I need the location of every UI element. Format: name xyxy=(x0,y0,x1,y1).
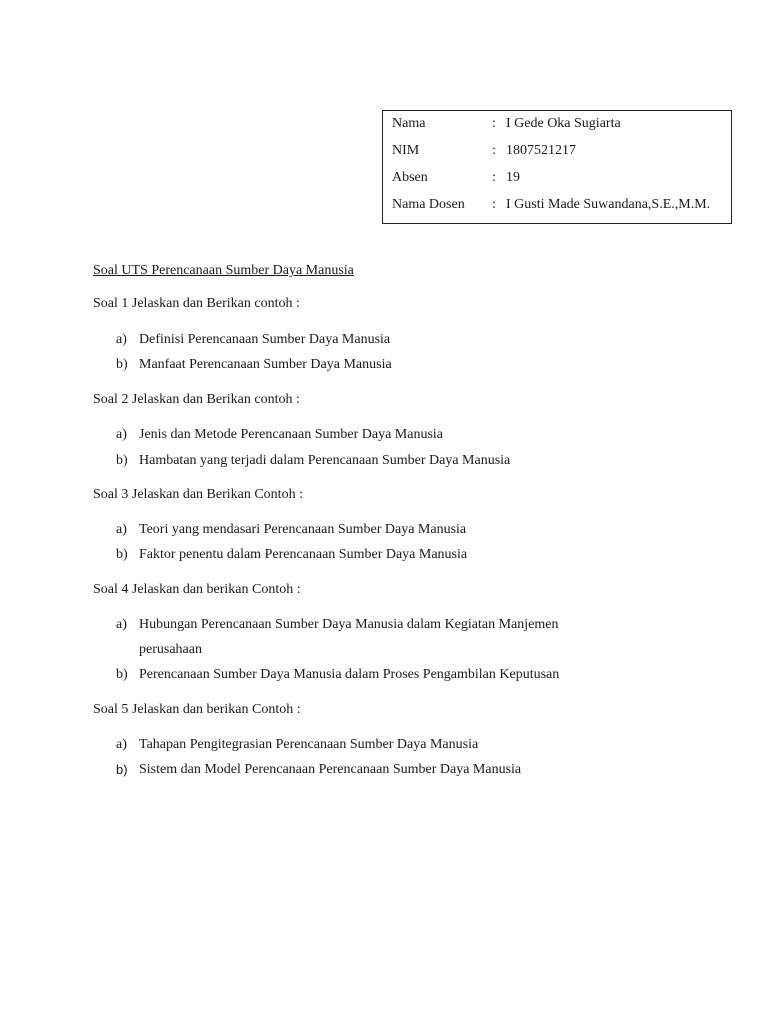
student-info-box xyxy=(382,110,732,224)
list-item-text: Perencanaan Sumber Daya Manusia dalam Proses Pengambilan Keputusan xyxy=(139,667,560,682)
list-item-text: Hubungan Perencanaan Sumber Daya Manusia dalam Kegiatan Manjemen xyxy=(139,617,559,632)
question-heading-4: Soal 4 Jelaskan dan berikan Contoh : xyxy=(93,582,301,597)
list-item-text: Manfaat Perencanaan Sumber Daya Manusia xyxy=(139,357,392,372)
list-marker: a) xyxy=(116,737,127,752)
list-marker: b) xyxy=(116,453,128,468)
list-item-text: Teori yang mendasari Perencanaan Sumber Daya Manusia xyxy=(139,522,467,537)
question-heading-3: Soal 3 Jelaskan dan Berikan Contoh : xyxy=(93,487,303,502)
list-item-text: Faktor penentu dalam Perencanaan Sumber Daya Manusia xyxy=(139,547,468,562)
info-separator: : xyxy=(492,143,496,158)
info-separator: : xyxy=(492,116,496,131)
info-value: I Gede Oka Sugiarta xyxy=(506,116,621,131)
info-label: NIM xyxy=(392,143,420,158)
info-value: 1807521217 xyxy=(506,143,576,158)
list-item-text: Hambatan yang terjadi dalam Perencanaan Sumber Daya Manusia xyxy=(139,453,511,468)
info-label: Absen xyxy=(392,170,428,185)
question-heading-2: Soal 2 Jelaskan dan Berikan contoh : xyxy=(93,392,300,407)
list-marker: b) xyxy=(116,357,128,372)
document-title: Soal UTS Perencanaan Sumber Daya Manusia xyxy=(93,263,354,278)
question-heading-5: Soal 5 Jelaskan dan berikan Contoh : xyxy=(93,702,301,717)
question-heading-1: Soal 1 Jelaskan dan Berikan contoh : xyxy=(93,296,300,311)
info-value: I Gusti Made Suwandana,S.E.,M.M. xyxy=(506,197,711,212)
info-label: Nama xyxy=(392,116,426,131)
info-separator: : xyxy=(492,197,496,212)
list-item-text: Tahapan Pengitegrasian Perencanaan Sumber Daya Manusia xyxy=(139,737,479,752)
list-marker: b) xyxy=(116,762,128,777)
list-marker: b) xyxy=(116,547,128,562)
list-marker: a) xyxy=(116,617,127,632)
info-label: Nama Dosen xyxy=(392,197,465,212)
list-marker: a) xyxy=(116,522,127,537)
list-marker: b) xyxy=(116,667,128,682)
list-item-text: Jenis dan Metode Perencanaan Sumber Daya Manusia xyxy=(139,427,444,442)
list-marker: a) xyxy=(116,427,127,442)
list-item-text: Definisi Perencanaan Sumber Daya Manusia xyxy=(139,332,391,347)
list-item-text-continuation: perusahaan xyxy=(139,642,202,657)
list-item-text: Sistem dan Model Perencanaan Perencanaan Sumber Daya Manusia xyxy=(139,762,522,777)
info-separator: : xyxy=(492,170,496,185)
list-marker: a) xyxy=(116,332,127,347)
info-value: 19 xyxy=(506,170,520,185)
